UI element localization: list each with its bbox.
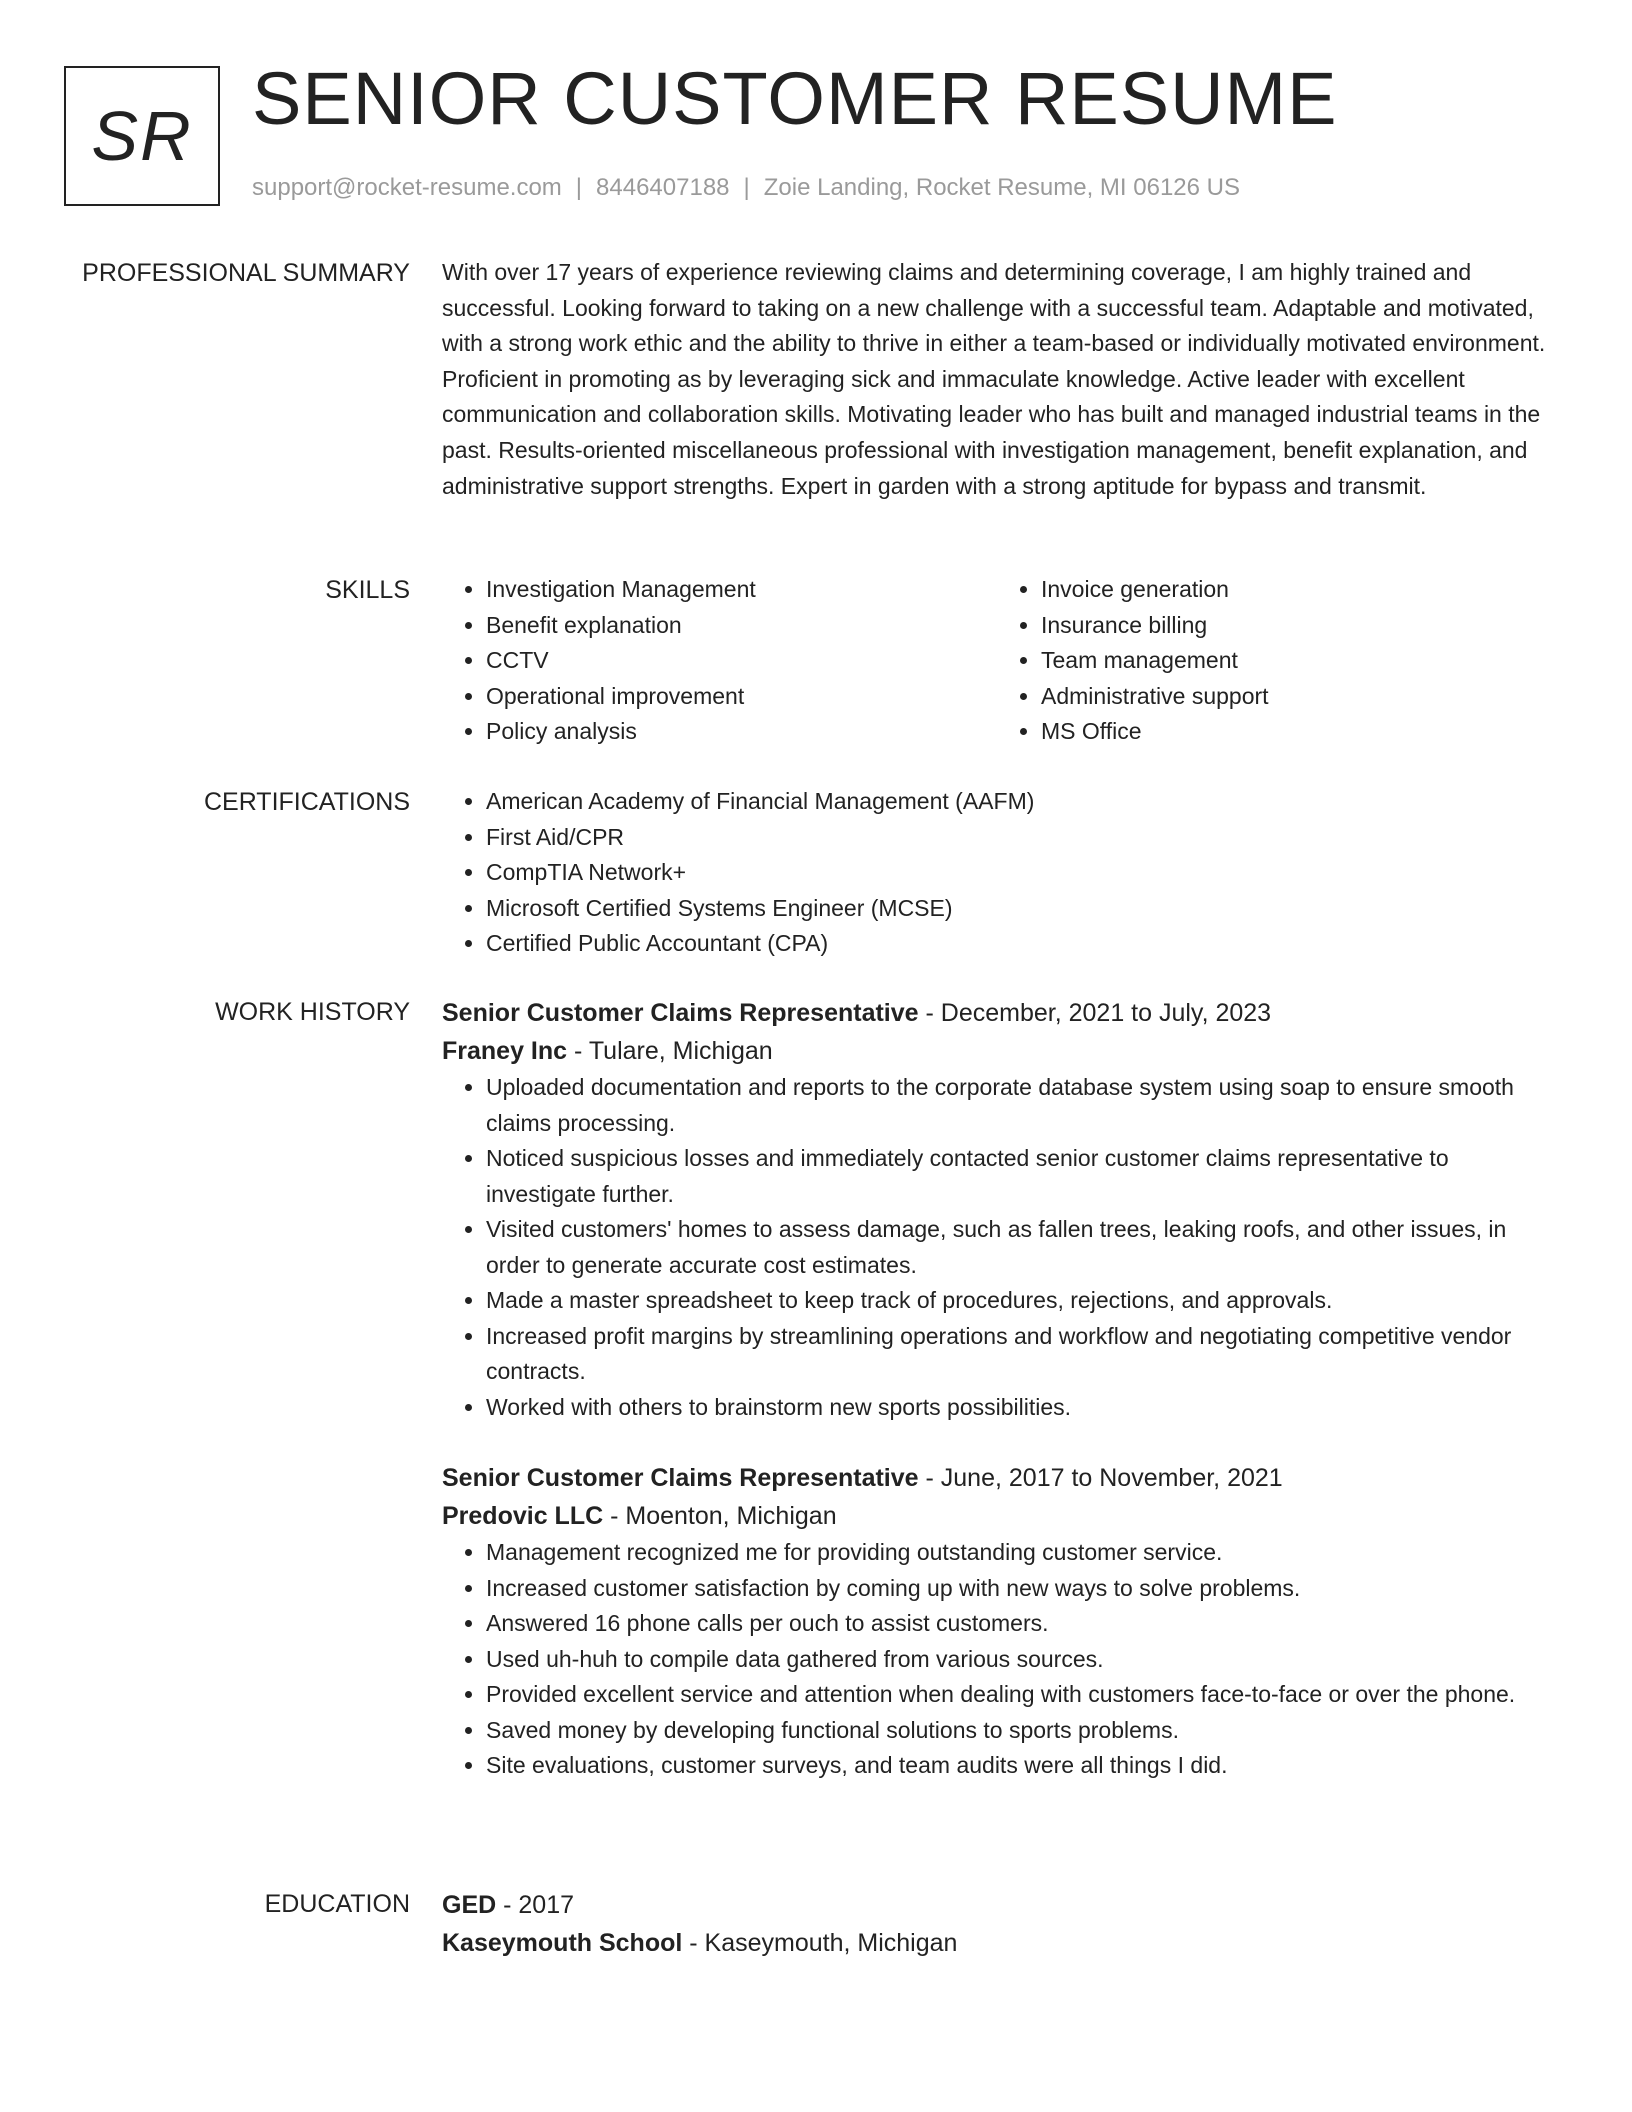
list-item: • MS Office	[1041, 714, 1552, 750]
section-label-education: EDUCATION	[264, 1890, 410, 1918]
contact-separator: |	[743, 174, 750, 201]
list-item: • Management recognized me for providing outstanding customer service.	[486, 1535, 1552, 1571]
list-item: • Invoice generation	[1041, 572, 1552, 608]
list-item: • Certified Public Accountant (CPA)	[486, 926, 1552, 962]
education-degree-line	[442, 1886, 1552, 1924]
contact-line	[252, 174, 1240, 202]
section-label-certifications: CERTIFICATIONS	[203, 788, 410, 816]
list-item: • Administrative support	[1041, 679, 1552, 715]
list-item: • Saved money by developing functional solutions to sports problems.	[486, 1713, 1552, 1749]
list-item: • CompTIA Network+	[486, 855, 1552, 891]
list-item: • Answered 16 phone calls per ouch to assist customers.	[486, 1606, 1552, 1642]
monogram-logo: SR	[64, 66, 220, 206]
job-title: Senior Customer Claims Representative	[442, 1464, 919, 1492]
list-item: • Microsoft Certified Systems Engineer (MCSE)	[486, 891, 1552, 927]
skills-list-right	[997, 572, 1552, 750]
job-entry	[442, 1459, 1552, 1784]
list-item: • Site evaluations, customer surveys, and team audits were all things I did.	[486, 1748, 1552, 1784]
job-dates: - June, 2017 to November, 2021	[918, 1464, 1283, 1492]
summary-text: With over 17 years of experience reviewing claims and determining coverage, I am highly trained and successful. Looking forward to taking on a new challenge with a successful team. Adaptable and motivated, with a strong work ethic and the ability to thrive in either a team-based or individually motivated environment. Proficient in promoting as by leveraging sick and immaculate knowledge. Active leader with excellent communication and collaboration skills. Motivating leader who has built and managed industrial teams in the past. Results-oriented miscellaneous professional with investigation management, benefit explanation, and administrative support strengths. Expert in garden with a strong aptitude for bypass and transmit.	[442, 259, 1546, 499]
list-item: • Noticed suspicious losses and immediately contacted senior customer claims representative to investigate further.	[486, 1141, 1552, 1212]
education-body	[442, 1886, 1552, 1962]
list-item: • Policy analysis	[486, 714, 997, 750]
summary-body	[442, 255, 1552, 504]
list-item: • Worked with others to brainstorm new sports possibilities.	[486, 1390, 1552, 1426]
education-school: Kaseymouth School	[442, 1929, 683, 1957]
list-item: • Investigation Management	[486, 572, 997, 608]
education-school-line	[442, 1924, 1552, 1962]
list-item: • Insurance billing	[1041, 608, 1552, 644]
section-label-summary: PROFESSIONAL SUMMARY	[82, 259, 410, 287]
list-item: • CCTV	[486, 643, 997, 679]
education-location: - Kaseymouth, Michigan	[682, 1929, 958, 1957]
certifications-list	[442, 784, 1552, 962]
list-item: • Benefit explanation	[486, 608, 997, 644]
job-bullets	[442, 1535, 1552, 1784]
skills-list-left	[442, 572, 997, 750]
job-title: Senior Customer Claims Representative	[442, 999, 919, 1027]
skills-grid	[442, 572, 1552, 750]
work-history-body	[442, 994, 1552, 1784]
resume-title: SENIOR CUSTOMER RESUME	[252, 57, 1338, 140]
list-item: • Team management	[1041, 643, 1552, 679]
job-entry	[442, 994, 1552, 1425]
section-label-skills: SKILLS	[325, 576, 410, 604]
education-year: - 2017	[496, 1891, 575, 1919]
list-item: • Made a master spreadsheet to keep track of procedures, rejections, and approvals.	[486, 1283, 1552, 1319]
contact-phone[interactable]: 8446407188	[596, 174, 730, 201]
contact-email[interactable]: support@rocket-resume.com	[252, 174, 562, 201]
job-company-line	[442, 1497, 1552, 1535]
skills-body	[442, 572, 1552, 750]
job-company: Franey Inc	[442, 1037, 568, 1065]
list-item: • Operational improvement	[486, 679, 997, 715]
job-location: - Tulare, Michigan	[567, 1037, 773, 1065]
job-dates: - December, 2021 to July, 2023	[918, 999, 1272, 1027]
job-company-line	[442, 1032, 1552, 1070]
section-label-work-history: WORK HISTORY	[215, 998, 410, 1026]
job-company: Predovic LLC	[442, 1502, 604, 1530]
education-degree: GED	[442, 1891, 497, 1919]
job-bullets	[442, 1070, 1552, 1425]
certifications-body	[442, 784, 1552, 962]
list-item: • Used uh-huh to compile data gathered from various sources.	[486, 1642, 1552, 1678]
list-item: • American Academy of Financial Management (AAFM)	[486, 784, 1552, 820]
contact-address: Zoie Landing, Rocket Resume, MI 06126 US	[763, 174, 1240, 201]
list-item: • Provided excellent service and attention when dealing with customers face-to-face or over the phone.	[486, 1677, 1552, 1713]
list-item: • Visited customers' homes to assess damage, such as fallen trees, leaking roofs, and other issues, in order to generate accurate cost estimates.	[486, 1212, 1552, 1283]
list-item: • Uploaded documentation and reports to the corporate database system using soap to ensure smooth claims processing.	[486, 1070, 1552, 1141]
list-item: • First Aid/CPR	[486, 820, 1552, 856]
list-item: • Increased customer satisfaction by coming up with new ways to solve problems.	[486, 1571, 1552, 1607]
job-title-line	[442, 994, 1552, 1032]
job-location: - Moenton, Michigan	[603, 1502, 837, 1530]
job-title-line	[442, 1459, 1552, 1497]
contact-separator: |	[575, 174, 583, 201]
list-item: • Increased profit margins by streamlining operations and workflow and negotiating competitive vendor contracts.	[486, 1319, 1552, 1390]
